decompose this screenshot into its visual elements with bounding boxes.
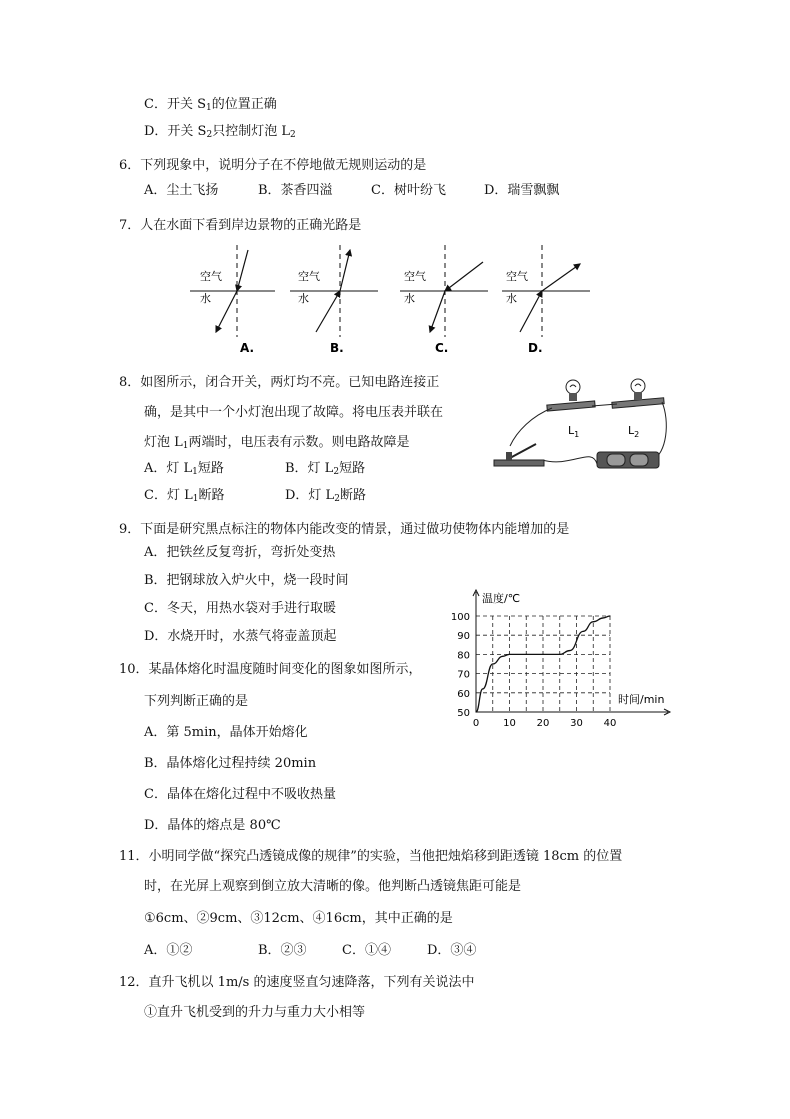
q9-stem: 9．下面是研究黑点标注的物体内能改变的情景，通过做功使物体内能增加的是 bbox=[119, 522, 570, 537]
data-point bbox=[526, 654, 527, 655]
q10-option-c: C．晶体在熔化过程中不吸收热量 bbox=[144, 787, 336, 802]
q9-option-c: C．冬天，用热水袋对手进行取暖 bbox=[144, 601, 336, 616]
diagram-b-label: B. bbox=[330, 341, 344, 355]
q8-line2: 确，是其中一个小灯泡出现了故障。将电压表并联在 bbox=[144, 405, 444, 420]
chart-xlabel: 时间/min bbox=[618, 693, 665, 706]
refraction-diagrams bbox=[190, 240, 610, 360]
diagram-a-air: 空气 bbox=[200, 270, 222, 283]
data-point bbox=[502, 656, 503, 657]
q7-stem: 7．人在水面下看到岸边景物的正确光路是 bbox=[119, 218, 362, 233]
diagram-c-air: 空气 bbox=[404, 270, 426, 283]
x-tick-label: 10 bbox=[503, 718, 516, 729]
data-point bbox=[603, 617, 604, 618]
q6-option-b: B．茶香四溢 bbox=[258, 183, 333, 198]
diagram-b-air: 空气 bbox=[298, 270, 320, 283]
data-point bbox=[609, 615, 610, 616]
l1-label: $L_1$ bbox=[568, 424, 580, 439]
diagram-b-water: 水 bbox=[298, 292, 309, 305]
diagram-a bbox=[190, 245, 275, 337]
data-point bbox=[569, 650, 570, 651]
diagram-c-water: 水 bbox=[404, 292, 415, 305]
q8-option-d: D．灯 $L_2$断路 bbox=[285, 488, 366, 504]
bulb-l1-icon bbox=[566, 380, 580, 401]
chart-grid bbox=[476, 616, 610, 712]
q5-option-d: D．开关 $S_2$只控制灯泡 $L_2$ bbox=[144, 124, 296, 140]
y-tick-label: 70 bbox=[457, 669, 470, 681]
q11-line2: 时，在光屏上观察到倒立放大清晰的像。他判断凸透镜焦距可能是 bbox=[144, 879, 522, 894]
q11-line1: 11．小明同学做“探究凸透镜成像的规律”的实验，当他把烛焰移到距透镜 18cm 的位置 bbox=[119, 849, 623, 864]
data-point bbox=[559, 654, 560, 655]
data-point bbox=[475, 711, 476, 712]
q8-option-b: B．灯 $L_2$短路 bbox=[285, 461, 366, 477]
x-tick-label: 20 bbox=[536, 718, 550, 729]
q6-option-c: C．树叶纷飞 bbox=[371, 183, 446, 198]
chart-ylabel: 温度/℃ bbox=[482, 592, 521, 605]
q9-option-a: A．把铁丝反复弯折，弯折处变热 bbox=[144, 545, 336, 560]
q8-option-c: C．灯 $L_1$断路 bbox=[144, 488, 225, 504]
data-point bbox=[492, 663, 493, 664]
bulb-l2-icon bbox=[631, 379, 645, 400]
q10-line1: 10．某晶体熔化时温度随时间变化的图象如图所示， bbox=[119, 662, 422, 677]
q10-option-b: B．晶体熔化过程持续 20min bbox=[144, 756, 317, 771]
q11-option-d: D．③④ bbox=[427, 943, 477, 958]
q11-line3: ①6cm、②9cm、③12cm、④16cm，其中正确的是 bbox=[144, 911, 453, 926]
q6-option-d: D．瑞雪飘飘 bbox=[484, 183, 560, 198]
q10-option-d: D．晶体的熔点是 80℃ bbox=[144, 818, 281, 833]
y-tick-label: 90 bbox=[457, 631, 470, 643]
q5-option-c: C．开关 $S_1$的位置正确 bbox=[144, 97, 277, 113]
x-tick-label: 30 bbox=[570, 718, 583, 729]
q8-line1: 8．如图所示，闭合开关，两灯均不亮。已知电路连接正 bbox=[119, 375, 440, 390]
diagram-d-water: 水 bbox=[506, 292, 517, 305]
q12-line1: 12．直升飞机以 1m/s 的速度竖直匀速降落，下列有关说法中 bbox=[119, 975, 475, 990]
q6-stem: 6．下列现象中，说明分子在不停地做无规则运动的是 bbox=[119, 158, 427, 173]
diagram-a-label: A. bbox=[240, 341, 255, 355]
data-point bbox=[509, 654, 510, 655]
y-tick-label: 60 bbox=[457, 688, 470, 700]
diagram-d-label: D. bbox=[528, 341, 543, 355]
diagram-c-label: C. bbox=[435, 341, 449, 355]
q8-option-a: A．灯 $L_1$短路 bbox=[144, 461, 224, 477]
switch-icon bbox=[494, 444, 544, 466]
diagram-a-water: 水 bbox=[200, 292, 211, 305]
q10-line2: 下列判断正确的是 bbox=[144, 694, 249, 709]
q11-option-c: C．①④ bbox=[342, 943, 391, 958]
data-point bbox=[482, 688, 483, 689]
q11-option-a: A．①② bbox=[144, 943, 193, 958]
q8-line3: 灯泡 $L_1$两端时，电压表有示数。则电路故障是 bbox=[144, 435, 410, 451]
q12-line2: ①直升飞机受到的升力与重力大小相等 bbox=[144, 1005, 366, 1020]
q9-option-b: B．把钢球放入炉火中，烧一段时间 bbox=[144, 573, 349, 588]
x-tick-label: 40 bbox=[603, 718, 617, 729]
q11-option-b: B．②③ bbox=[258, 943, 307, 958]
y-tick-label: 50 bbox=[457, 708, 470, 719]
data-point bbox=[583, 631, 584, 632]
diagram-d-air: 空气 bbox=[506, 270, 528, 283]
diagram-d bbox=[502, 245, 590, 337]
circuit-figure bbox=[492, 376, 672, 476]
x-tick-label: 0 bbox=[472, 718, 480, 729]
battery-icon bbox=[597, 452, 659, 468]
y-tick-label: 100 bbox=[450, 612, 470, 623]
data-point bbox=[593, 621, 594, 622]
q9-option-d: D．水烧开时，水蒸气将壶盖顶起 bbox=[144, 629, 337, 644]
q6-option-a: A．尘土飞扬 bbox=[144, 183, 219, 198]
y-tick-label: 80 bbox=[457, 650, 470, 662]
l2-label: $L_2$ bbox=[628, 424, 640, 439]
diagram-b bbox=[290, 245, 378, 337]
data-point bbox=[542, 654, 543, 655]
diagram-c bbox=[400, 245, 488, 337]
q10-option-a: A．第 5min，晶体开始熔化 bbox=[144, 725, 308, 740]
melting-curve-chart bbox=[444, 586, 684, 736]
chart-series bbox=[475, 615, 610, 712]
